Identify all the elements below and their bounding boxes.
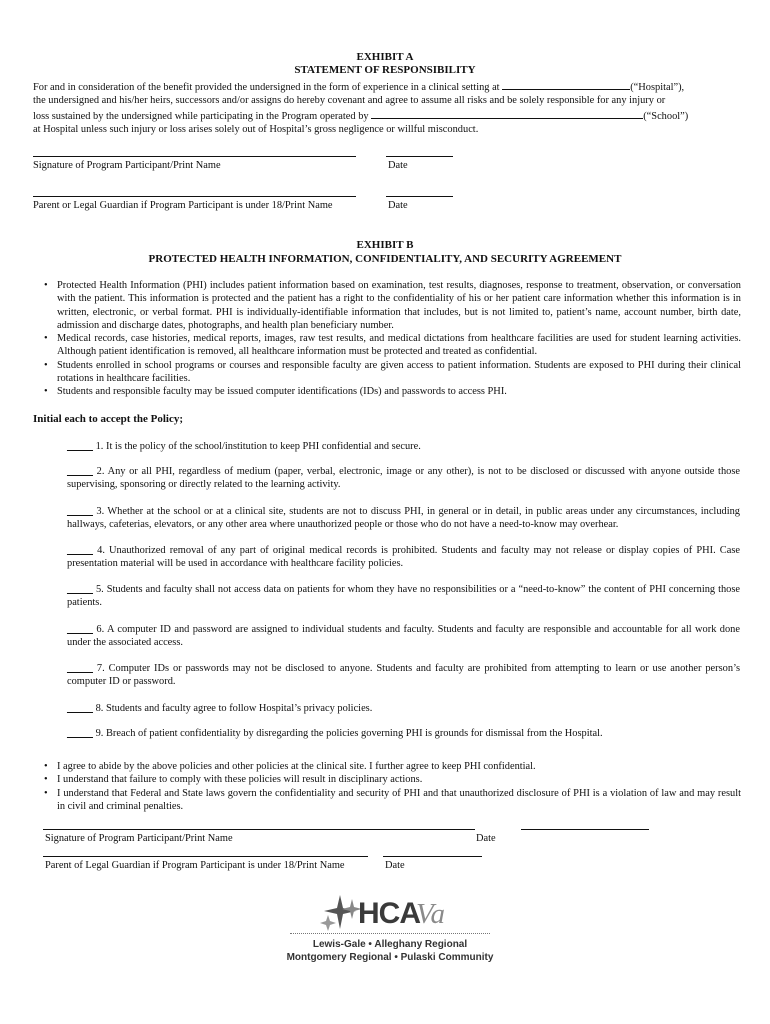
initial-field[interactable]: _____ bbox=[67, 703, 93, 714]
list-item: • I understand that Federal and State laws govern the confidentiality and security of PHI and that unauthorized disclosure of PHI is a violation of law and may result in civil and criminal penalties. bbox=[33, 787, 741, 814]
list-item: • Medical records, case histories, medical reports, images, raw test results, and medical dictations from healthcare facilities are used for student learning activities. Although patient identification is removed, all healthcare information must be protected and treated as confidential. bbox=[33, 332, 741, 359]
exhibit-a-participant-signature-field[interactable] bbox=[33, 156, 356, 157]
exhibit-a-guardian-signature-label: Parent or Legal Guardian if Program Participant is under 18/Print Name bbox=[33, 200, 333, 211]
policy-item-7 bbox=[67, 662, 740, 689]
initial-field[interactable]: _____ bbox=[67, 545, 93, 556]
hca-logo bbox=[280, 893, 500, 973]
policy-text: 8. Students and faculty agree to follow Hospital’s privacy policies. bbox=[95, 703, 373, 714]
policy-item-8 bbox=[67, 702, 740, 715]
policy-item-1 bbox=[67, 440, 740, 453]
statement-text-4: at Hospital unless such injury or loss arises solely out of Hospital’s gross negligence or willful misconduct. bbox=[33, 123, 479, 135]
policy-text: 9. Breach of patient confidentiality by disregarding the policies governing PHI is grounds for dismissal from the Hospital. bbox=[95, 728, 603, 739]
list-item: • I agree to abide by the above policies and other policies at the clinical site. I further agree to keep PHI confidential. bbox=[33, 760, 741, 773]
policy-text: 4. Unauthorized removal of any part of original medical records is prohibited. Students and faculty may not release or display copies of PHI. Case presentation material will be used in accordance with healthcare facility policies. bbox=[67, 545, 740, 570]
initial-field[interactable]: _____ bbox=[67, 624, 93, 635]
policy-text: 5. Students and faculty shall not access data on patients for whom they have no responsibilities or a “need-to-know” the content of PHI concerning those patients. bbox=[67, 584, 740, 609]
phi-definition-list bbox=[33, 279, 741, 399]
policy-text: 6. A computer ID and password are assigned to individual students and faculty. Students and faculty are responsible and accountable for all work done under the associated access. bbox=[67, 624, 740, 649]
exhibit-b-guardian-date-field[interactable] bbox=[383, 856, 482, 857]
school-name-field[interactable] bbox=[371, 108, 643, 119]
policy-text: 3. Whether at the school or at a clinical site, students are not to discuss PHI, in general or in detail, in public areas under any circumstances, including hallways, cafeterias, elevators, or any other area where unauthorized people or those who do not have a need-to-know may overhear. bbox=[67, 506, 740, 531]
initial-field[interactable]: _____ bbox=[67, 728, 93, 739]
exhibit-b-heading: EXHIBIT B bbox=[356, 239, 414, 251]
initial-instructions: Initial each to accept the Policy; bbox=[33, 413, 183, 425]
policy-item-4 bbox=[67, 544, 740, 571]
policy-item-2 bbox=[67, 465, 740, 492]
exhibit-b-subheading: PROTECTED HEALTH INFORMATION, CONFIDENTIALITY, AND SECURITY AGREEMENT bbox=[148, 253, 622, 265]
exhibit-a-guardian-signature-field[interactable] bbox=[33, 196, 356, 197]
exhibit-a-participant-signature-label: Signature of Program Participant/Print Name bbox=[33, 160, 221, 171]
list-item: • I understand that failure to comply with these policies will result in disciplinary actions. bbox=[33, 773, 741, 786]
exhibit-a-participant-date-label: Date bbox=[388, 160, 408, 171]
initial-field[interactable]: _____ bbox=[67, 441, 93, 452]
exhibit-b-participant-date-label: Date bbox=[476, 833, 496, 844]
initial-field[interactable]: _____ bbox=[67, 466, 93, 477]
logo-suffix: Va bbox=[416, 898, 445, 930]
hospital-name-field[interactable] bbox=[502, 79, 630, 90]
exhibit-a-heading: EXHIBIT A bbox=[356, 51, 414, 63]
exhibit-a-participant-date-field[interactable] bbox=[386, 156, 453, 157]
initial-field[interactable]: _____ bbox=[67, 506, 93, 517]
exhibit-a-subheading: STATEMENT OF RESPONSIBILITY bbox=[294, 64, 476, 76]
exhibit-b-guardian-signature-label: Parent of Legal Guardian if Program Participant is under 18/Print Name bbox=[45, 860, 345, 871]
acknowledgement-list bbox=[33, 760, 741, 813]
list-item: • Students enrolled in school programs or courses and responsible faculty are given access to patient information. Students are exposed to PHI during their clinical rotations in healthcare facilities. bbox=[33, 359, 741, 386]
policy-item-9 bbox=[67, 727, 740, 740]
initial-field[interactable]: _____ bbox=[67, 663, 93, 674]
logo-divider bbox=[290, 933, 490, 934]
statement-paragraph bbox=[33, 79, 741, 136]
school-label: (“School”) bbox=[643, 110, 689, 122]
hospital-label: (“Hospital”), bbox=[630, 82, 685, 93]
policy-item-5 bbox=[67, 583, 740, 610]
list-item: • Students and responsible faculty may be issued computer identifications (IDs) and passwords to access PHI. bbox=[33, 385, 741, 398]
initial-field[interactable]: _____ bbox=[67, 584, 93, 595]
exhibit-b-participant-signature-field[interactable] bbox=[43, 829, 475, 830]
exhibit-b-participant-date-field[interactable] bbox=[521, 829, 649, 830]
statement-text-2: the undersigned and his/her heirs, successors and/or assigns do hereby covenant and agree to assume all risks and be solely responsible for any injury or bbox=[33, 95, 666, 107]
policy-text: 1. It is the policy of the school/institution to keep PHI confidential and secure. bbox=[95, 441, 421, 452]
exhibit-b-guardian-signature-field[interactable] bbox=[43, 856, 368, 857]
logo-facilities-line-2: Montgomery Regional • Pulaski Community bbox=[286, 952, 494, 963]
logo-brand: HCA bbox=[358, 897, 420, 930]
policy-item-3 bbox=[67, 505, 740, 532]
exhibit-b-guardian-date-label: Date bbox=[385, 860, 405, 871]
statement-text-3: loss sustained by the undersigned while participating in the Program operated by bbox=[33, 110, 369, 122]
exhibit-a-guardian-date-field[interactable] bbox=[386, 196, 453, 197]
logo-facilities-line-1: Lewis-Gale • Alleghany Regional bbox=[312, 939, 468, 950]
list-item: • Protected Health Information (PHI) includes patient information based on examination, test results, diagnoses, response to treatment, observation, or conversation with the patient. This information is protected and the patient has a right to the confidentiality of his or her patient care information whether this information is in written, electronic, or verbal format. PHI is individually-identifiable information that includes, but is not limited to, patient’s name, account number, birth date, admission and discharge dates, photographs, and health plan beneficiary number. bbox=[33, 279, 741, 332]
policy-item-6 bbox=[67, 623, 740, 650]
policy-text: 7. Computer IDs or passwords may not be disclosed to anyone. Students and faculty are prohibited from attempting to learn or use another person’s computer ID or password. bbox=[67, 663, 740, 688]
policy-text: 2. Any or all PHI, regardless of medium (paper, verbal, electronic, image or any other), is not to be disclosed or discussed with anyone outside those supervising, sponsoring or directly related to the learning activity. bbox=[67, 466, 740, 491]
exhibit-a-guardian-date-label: Date bbox=[388, 200, 408, 211]
exhibit-b-participant-signature-label: Signature of Program Participant/Print Name bbox=[45, 833, 233, 844]
statement-text-1: For and in consideration of the benefit provided the undersigned in the form of experience in a clinical setting at bbox=[33, 82, 500, 93]
